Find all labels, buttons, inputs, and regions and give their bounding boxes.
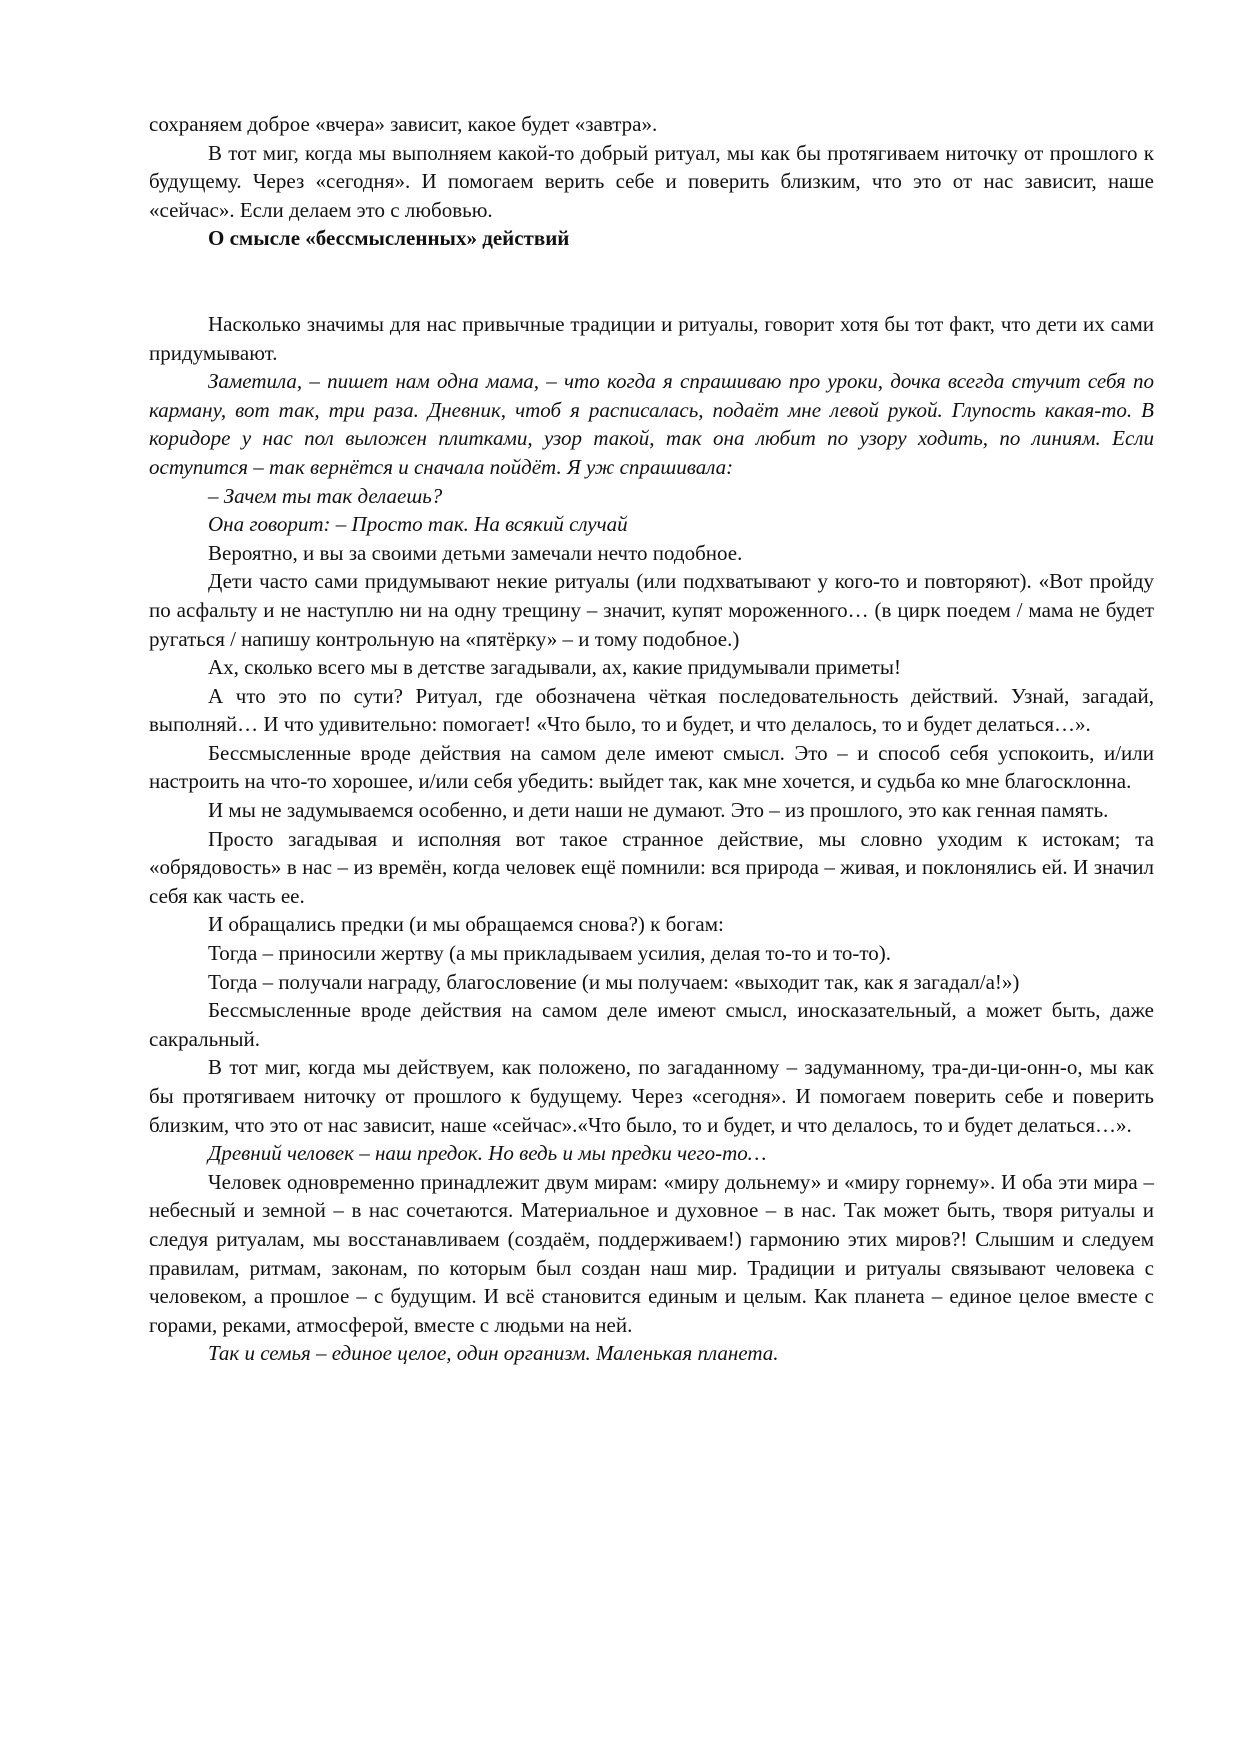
- document-page: [149, 110, 1154, 1368]
- quote-paragraph: Так и семья – единое целое, один организм. Маленькая планета.: [208, 1341, 779, 1366]
- quote-paragraph: – Зачем ты так делаешь?: [208, 483, 443, 508]
- paragraph: Бессмысленные вроде действия на самом деле имеют смысл, иносказательный, а может быть, даже сакральный.: [149, 998, 1154, 1051]
- paragraph: Бессмысленные вроде действия на самом деле имеют смысл. Это – и способ себя успокоить, и/или настроить на что-то хорошее, и/или себя убедить: выйдет так, как мне хочется, и судьба ко мне благосклонна.: [149, 740, 1154, 794]
- section-heading: О смысле «бессмысленных» действий: [208, 226, 570, 251]
- paragraph: И мы не задумываемся особенно, и дети наши не думают. Это – из прошлого, это как генная память.: [208, 798, 1109, 823]
- quote-paragraph: Древний человек – наш предок. Но ведь и мы предки чего-то…: [208, 1141, 767, 1166]
- paragraph: Дети часто сами придумывают некие ритуалы (или подхватывают у кого-то и повторяют). «Вот пройду по асфальту и не наступлю ни на одну трещину – значит, купят мороженного… (в цирк поедем / мама не будет ругаться / напишу контрольную на «пятёрку» – и тому подобное.): [149, 569, 1154, 651]
- paragraph: сохраняем доброе «вчера» зависит, какое будет «завтра».: [149, 112, 658, 136]
- paragraph: Насколько значимы для нас привычные традиции и ритуалы, говорит хотя бы тот факт, что дети их сами придумывают.: [149, 311, 1154, 365]
- quote-paragraph: Она говорит: – Просто так. На всякий случай: [208, 512, 628, 537]
- paragraph: Тогда – получали награду, благословение (и мы получаем: «выходит так, как я загадал/а!»): [208, 969, 1020, 994]
- spacer: [149, 253, 1154, 310]
- paragraph: Тогда – приносили жертву (а мы прикладываем усилия, делая то-то и то-то).: [208, 941, 892, 966]
- paragraph: И обращались предки (и мы обращаемся снова?) к богам:: [208, 912, 724, 937]
- quote-paragraph: Заметила, – пишет нам одна мама, – что когда я спрашиваю про уроки, дочка всегда стучит себя по карману, вот так, три раза. Дневник, чтоб я расписалась, подаёт мне левой рукой. Глупость какая-то. В коридоре у нас пол выложен плитками, узор такой, так она любит по узору ходить, по линиям. Если оступится – так вернётся и сначала пойдёт. Я уж спрашивала:: [149, 369, 1154, 479]
- paragraph: В тот миг, когда мы действуем, как положено, по загаданному – задуманному, тра-ди-ци-онн-о, мы как бы протягиваем ниточку от прошлого к будущему. Через «сегодня». И помогаем поверить себе и поверить близким, что это от нас зависит, наше «сейчас».«Что было, то и будет, и что делалось, то и будет делаться…».: [149, 1055, 1154, 1137]
- paragraph: Человек одновременно принадлежит двум мирам: «миру дольнему» и «миру горнему». И оба эти мира – небесный и земной – в нас сочетаются. Материальное и духовное – в нас. Так может быть, творя ритуалы и следуя ритуалам, мы восстанавливаем (создаём, поддерживаем!) гармонию этих миров?! Слышим и следуем правилам, ритмам, законам, по которым был создан наш мир. Традиции и ритуалы связывают человека с человеком, а прошлое – с будущим. И всё становится единым и целым. Как планета – единое целое вместе с горами, реками, атмосферой, вместе с людьми на ней.: [149, 1169, 1154, 1337]
- paragraph: А что это по сути? Ритуал, где обозначена чёткая последовательность действий. Узнай, загадай, выполняй… И что удивительно: помогает! «Что было, то и будет, и что делалось, то и будет делаться…».: [149, 683, 1154, 737]
- paragraph: Просто загадывая и исполняя вот такое странное действие, мы словно уходим к истокам; та «обрядовость» в нас – из времён, когда человек ещё помнили: вся природа – живая, и поклонялись ей. И значил себя как часть ее.: [149, 826, 1154, 908]
- paragraph: В тот миг, когда мы выполняем какой-то добрый ритуал, мы как бы протягиваем ниточку от прошлого к будущему. Через «сегодня». И помогаем верить себе и поверить близким, что это от нас зависит, наше «сейчас». Если делаем это с любовью.: [149, 140, 1154, 222]
- paragraph: Вероятно, и вы за своими детьми замечали нечто подобное.: [208, 540, 743, 565]
- paragraph: Ах, сколько всего мы в детстве загадывали, ах, какие придумывали приметы!: [208, 655, 901, 680]
